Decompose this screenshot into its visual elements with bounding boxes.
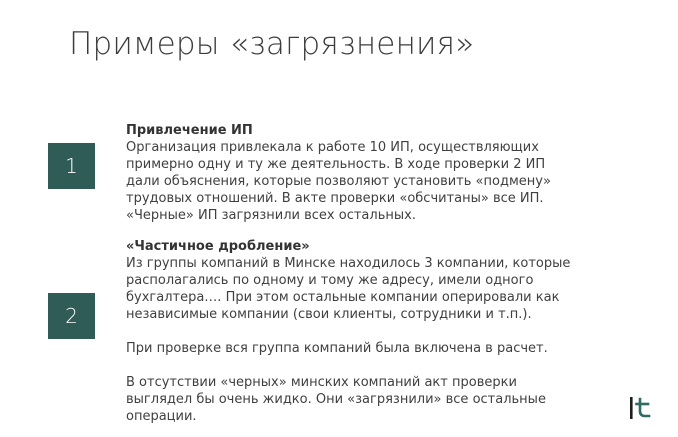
item-number-badge-2 bbox=[48, 293, 95, 339]
item-2-para-3-line-2: выглядел бы очень жидко. Они «загрязнили» все остальные bbox=[126, 392, 546, 407]
item-1-line-1: Организация привлекала к работе 10 ИП, осуществляющих bbox=[126, 140, 539, 155]
item-1-line-2: примерно одну и ту же деятельность. В ходе проверки 2 ИП bbox=[126, 157, 546, 172]
item-number-badge-1 bbox=[48, 143, 95, 189]
item-2-para-2-line-1: При проверке вся группа компаний была включена в расчет. bbox=[126, 341, 548, 356]
item-1-line-5: «Черные» ИП загрязнили всех остальных. bbox=[126, 208, 416, 223]
item-2-para-1-line-4: независимые компании (свои клиенты, сотрудники и т.п.). bbox=[126, 307, 532, 322]
item-2-para-1-line-2: располагались по одному и тому же адресу, имели одного bbox=[126, 273, 534, 288]
slide-title: Примеры «загрязнения» bbox=[69, 26, 475, 62]
item-text-block-1 bbox=[126, 122, 626, 224]
item-text-block-2 bbox=[126, 238, 626, 425]
paragraph-spacer bbox=[126, 357, 626, 374]
item-number-1: 1 bbox=[65, 154, 78, 178]
item-heading-1: Привлечение ИП bbox=[126, 123, 253, 138]
paragraph-spacer bbox=[126, 323, 626, 340]
item-1-line-3: дали объяснения, которые позволяют установить «подмену» bbox=[126, 174, 551, 189]
item-2-para-1-line-1: Из группы компаний в Минске находилось 3 компании, которые bbox=[126, 256, 571, 271]
item-2-para-3-line-1: В отсутствии «черных» минских компаний акт проверки bbox=[126, 375, 517, 390]
logo-bar bbox=[630, 397, 633, 419]
item-number-2: 2 bbox=[65, 304, 78, 328]
item-heading-2: «Частичное дробление» bbox=[126, 239, 310, 254]
item-1-line-4: трудовых отношений. В акте проверки «обсчитаны» все ИП. bbox=[126, 191, 544, 206]
item-2-para-3-line-3: операции. bbox=[126, 409, 197, 424]
item-2-para-1-line-3: бухгалтера…. При этом остальные компании оперировали как bbox=[126, 290, 560, 305]
logo-letter-t bbox=[637, 399, 650, 416]
brand-logo-icon bbox=[627, 395, 657, 421]
